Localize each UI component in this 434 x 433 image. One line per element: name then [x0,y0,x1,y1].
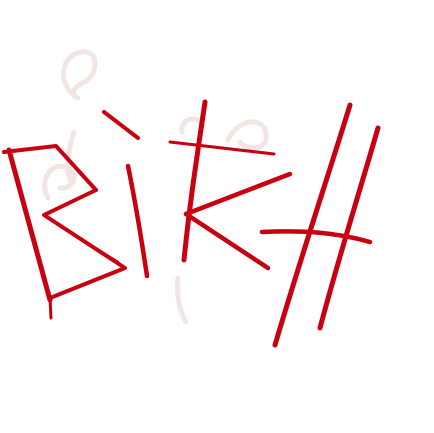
faint-background-doodles [45,52,266,322]
letter-i-accent [104,112,138,138]
letter-b-spine [9,150,50,300]
letter-k [170,102,290,268]
handwritten-letters [4,102,378,345]
faint-tail-stroke [177,278,186,322]
letter-b-lower-curve [44,190,125,298]
letter-i-stem [128,166,147,276]
letter-b-inner-stroke [44,215,118,262]
letter-h-crossbar [262,231,370,242]
faint-swirl-3 [228,122,266,148]
letter-k-upper-arm [186,174,290,214]
letter-b-tail [50,298,51,318]
letter-b [4,146,125,318]
letter-k-stem [184,102,205,260]
letter-h-right-stem [320,128,378,328]
letter-h [262,105,378,345]
letter-h-left-stem [275,105,350,345]
letter-k-lower-leg [186,214,268,268]
letter-i [104,112,147,276]
faint-swirl-1 [64,52,95,98]
